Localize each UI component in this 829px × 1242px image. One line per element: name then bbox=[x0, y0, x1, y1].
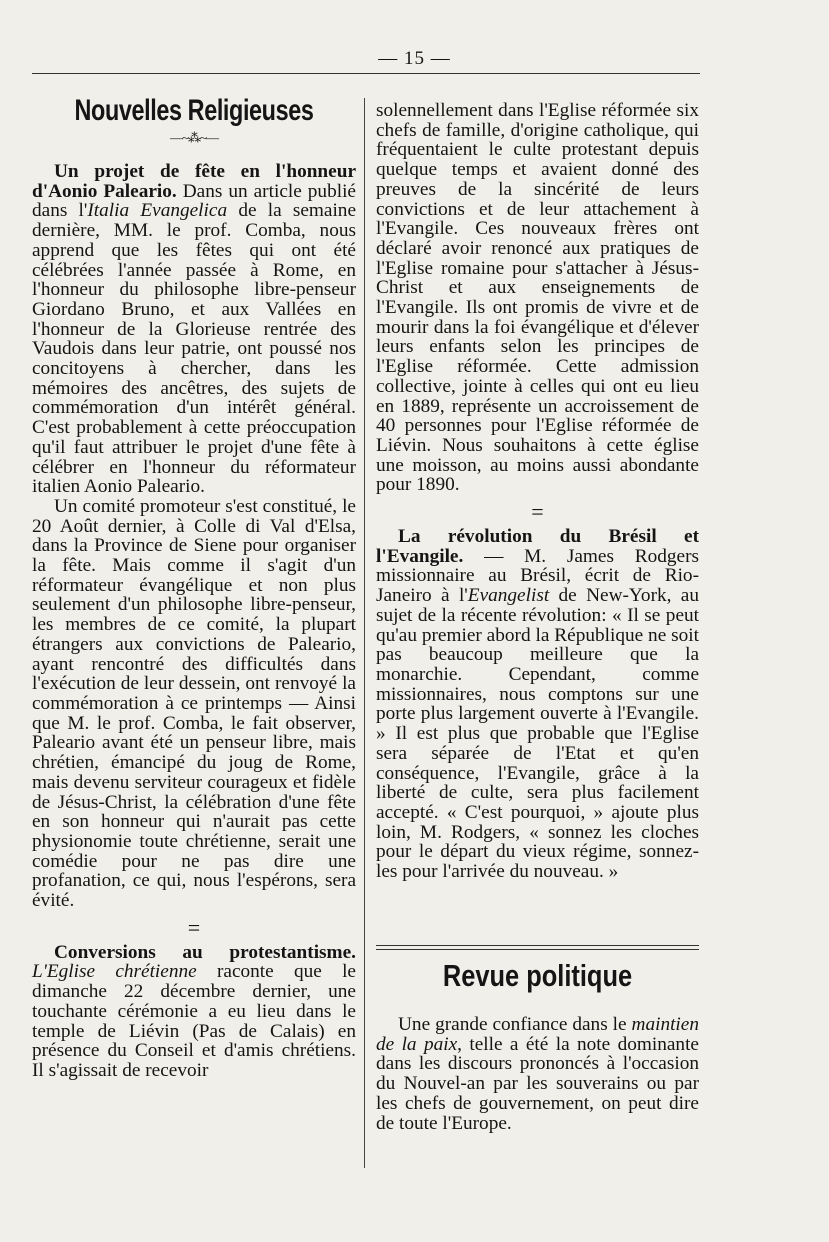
article-text: , telle a été la note dominante dans les discours prononcés à l'occasion du Nouvel-an par les souverains ou par les chefs de gouvernement, on peut dire de toute l'Europe. bbox=[376, 1033, 699, 1134]
article-heading-bresil: La révolution du Brésil et l'Evangile. bbox=[376, 526, 699, 567]
section-title-revue-politique: Revue politique bbox=[442, 958, 633, 993]
article-text: Une grande confiance dans le bbox=[398, 1014, 632, 1035]
page-number: — 15 — bbox=[378, 48, 451, 69]
article-text: de New-York, au sujet de la récente révolution: « Il se peut qu'au premier abord la République ne soit pas beaucoup meilleure que la monarchie. Cependant, comme missionnaires, nous comptons sur une porte plus largement ouverte à l'Evangile. » Il est plus que probable que l'Eglise sera séparée de l'Etat et qu'en conséquence, l'Evangile, grâce à la liberté de culte, sera plus facilement accepté. « C'est pourquoi, » ajoute plus loin, M. Rodgers, « sonnez les cloches pour le départ du vieux régime, sonnez-les pour l'arrivée du nouveau. » bbox=[376, 585, 700, 883]
title-ornament: —~⁂~— bbox=[169, 130, 219, 145]
article-paleario-p2: Un comité promoteur s'est constitué, le 20 Août dernier, à Colle di Val d'Elsa, dans la Province de Siene pour organiser la fête. Mais comme il s'agit d'un réformateur évangélique et non plus seulement d'un philosophe libre-penseur, les membres de ce comité, la plupart étrangers aux convictions de Paleario, ayant rencontré des difficultés dans l'exécution de leur dessein, ont renvoyé la commémoration à ce printemps — Ainsi que M. le prof. Comba, le fait observer, Paleario avant été un penseur libre, mais chrétien, émancipé du joug de Rome, mais devenu serviteur courageux et fidèle de Jésus-Christ, la célébration d'une fête en son honneur qui n'aurait pas cette physionomie toute chrétienne, serait une comédie pour ne pas dire une profanation, ce qui, nous l'espérons, sera évité. bbox=[32, 495, 356, 912]
double-rule bbox=[376, 945, 699, 950]
article-politique bbox=[376, 1015, 699, 1133]
journal-name: Italia Evangelica bbox=[87, 200, 228, 222]
separator: = bbox=[187, 914, 201, 940]
emphasis-text: maintien de la paix bbox=[376, 1014, 699, 1055]
article-text: raconte que le dimanche 22 décembre dernier, une touchante cérémonie a eu lieu dans le temple de Liévin (Pas de Calais) en présence du Conseil et d'amis chrétiens. Il s'agissait de recevoir bbox=[32, 961, 356, 1081]
article-text: Dans un article publié dans l' bbox=[32, 180, 356, 222]
right-column-text bbox=[376, 101, 699, 882]
section-title-nouvelles: Nouvelles Religieuses bbox=[74, 94, 314, 127]
article-conversions-cont: solennellement dans l'Eglise réformée six chefs de famille, d'origine catholique, qui fréquentaient le culte protestant depuis quelque temps et avaient donné des preuves de la sincérité de leurs convictions et de leur attachement à l'Evangile. Ces nouveaux frères ont déclaré avoir renoncé aux pratiques de l'Eglise romaine pour s'attacher à Jésus-Christ et aux enseignements de l'Evangile. Ils ont promis de vivre et de mourir dans la foi évangélique et d'élever leurs enfants selon les principes de l'Eglise réformée. Cette admission collective, jointe à celles qui ont eu lieu en 1889, représente un accroissement de 40 personnes pour l'Eglise réformée de Liévin. Nous souhaitons à cette église une moisson, au moins aussi abondante pour 1890. bbox=[376, 100, 699, 496]
article-heading-paleario: Un projet de fête en l'honneur d'Aonio Paleario. bbox=[32, 161, 356, 202]
journal-name: Evangelist bbox=[467, 585, 550, 607]
left-column-text bbox=[32, 162, 356, 1081]
article-bresil bbox=[376, 527, 699, 882]
politique-text bbox=[376, 1015, 699, 1133]
article-text: — M. James Rodgers missionnaire au Brésil, écrit de Rio-Janeiro à l' bbox=[376, 545, 699, 607]
top-rule bbox=[32, 73, 700, 74]
article-heading-conversions: Conversions au protestantisme. bbox=[54, 941, 356, 963]
column-rule bbox=[364, 98, 365, 1168]
article-text: de la semaine dernière, MM. le prof. Comba, nous apprend que les fêtes qui ont été célébrées l'année passée à Rome, en l'honneur du philosophe libre-penseur Giordano Bruno, et aux Vallées en l'honneur de la Glorieuse rentrée des Vaudois dans leur patrie, ont poussé nos concitoyens à chercher, dans les mémoires des ancêtres, des sujets de commémoration d'un intérêt général. C'est probablement à cette préoccupation qu'il faut attribuer le projet d'une fête à célébrer en l'honneur du réformateur italien Aonio Paleario. bbox=[32, 200, 357, 498]
article-paleario-p1 bbox=[32, 162, 356, 497]
journal-name: L'Eglise chrétienne bbox=[32, 961, 197, 983]
article-conversions bbox=[32, 943, 356, 1081]
separator: = bbox=[531, 499, 544, 525]
